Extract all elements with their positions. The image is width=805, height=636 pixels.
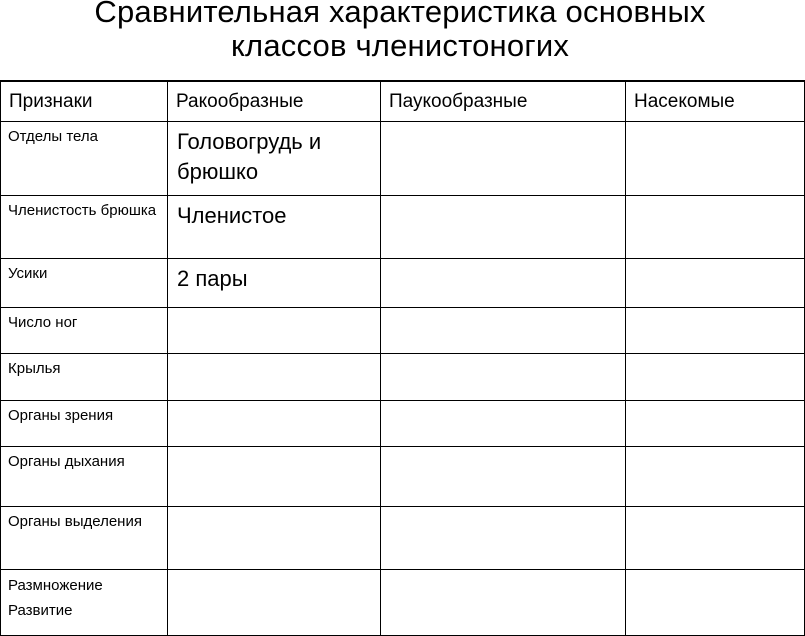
arachnids-cell bbox=[381, 354, 626, 401]
feature-cell: Отделы тела bbox=[1, 122, 168, 196]
arachnids-cell bbox=[381, 196, 626, 259]
arachnids-cell bbox=[381, 259, 626, 308]
title-line-2: классов членистоногих bbox=[230, 28, 570, 63]
arachnids-cell bbox=[381, 507, 626, 570]
table-row bbox=[1, 570, 805, 636]
table-row bbox=[1, 196, 805, 259]
feature-cell: Органы дыхания bbox=[1, 447, 168, 507]
comparison-table bbox=[0, 80, 805, 636]
crustaceans-cell: Головогрудь и брюшко bbox=[168, 122, 381, 196]
arachnids-cell bbox=[381, 447, 626, 507]
arachnids-cell bbox=[381, 570, 626, 636]
insects-cell bbox=[626, 196, 805, 259]
header-cell-arachnids: Паукообразные bbox=[381, 81, 626, 122]
insects-cell bbox=[626, 570, 805, 636]
table-row bbox=[1, 122, 805, 196]
crustaceans-cell bbox=[168, 401, 381, 447]
crustaceans-cell bbox=[168, 354, 381, 401]
table-row bbox=[1, 507, 805, 570]
title-line-1: Сравнительная характеристика основных bbox=[94, 0, 706, 29]
table-row bbox=[1, 354, 805, 401]
insects-cell bbox=[626, 507, 805, 570]
table-row bbox=[1, 401, 805, 447]
comparison-table-container bbox=[0, 80, 800, 619]
feature-label-line-1: Размножение bbox=[8, 577, 103, 594]
insects-cell bbox=[626, 259, 805, 308]
arachnids-cell bbox=[381, 122, 626, 196]
insects-cell bbox=[626, 401, 805, 447]
feature-cell: Число ног bbox=[1, 308, 168, 354]
table-header-row bbox=[1, 81, 805, 122]
crustaceans-cell: Членистое bbox=[168, 196, 381, 259]
crustaceans-cell bbox=[168, 447, 381, 507]
crustaceans-cell bbox=[168, 570, 381, 636]
header-cell-insects: Насекомые bbox=[626, 81, 805, 122]
insects-cell bbox=[626, 354, 805, 401]
feature-cell: Крылья bbox=[1, 354, 168, 401]
arachnids-cell bbox=[381, 308, 626, 354]
header-cell-features: Признаки bbox=[1, 81, 168, 122]
feature-cell: Органы выделения bbox=[1, 507, 168, 570]
feature-cell: Органы зрения bbox=[1, 401, 168, 447]
insects-cell bbox=[626, 447, 805, 507]
feature-cell: Усики bbox=[1, 259, 168, 308]
crustaceans-cell: 2 пары bbox=[168, 259, 381, 308]
crustaceans-cell bbox=[168, 308, 381, 354]
table-row bbox=[1, 308, 805, 354]
arachnids-cell bbox=[381, 401, 626, 447]
table-row bbox=[1, 447, 805, 507]
header-cell-crustaceans: Ракообразные bbox=[168, 81, 381, 122]
feature-cell: Членистость брюшка bbox=[1, 196, 168, 259]
feature-label-line-2: Развитие bbox=[8, 602, 73, 619]
slide-title bbox=[0, 0, 800, 78]
insects-cell bbox=[626, 308, 805, 354]
crustaceans-cell bbox=[168, 507, 381, 570]
insects-cell bbox=[626, 122, 805, 196]
table-row bbox=[1, 259, 805, 308]
feature-cell bbox=[1, 570, 168, 636]
